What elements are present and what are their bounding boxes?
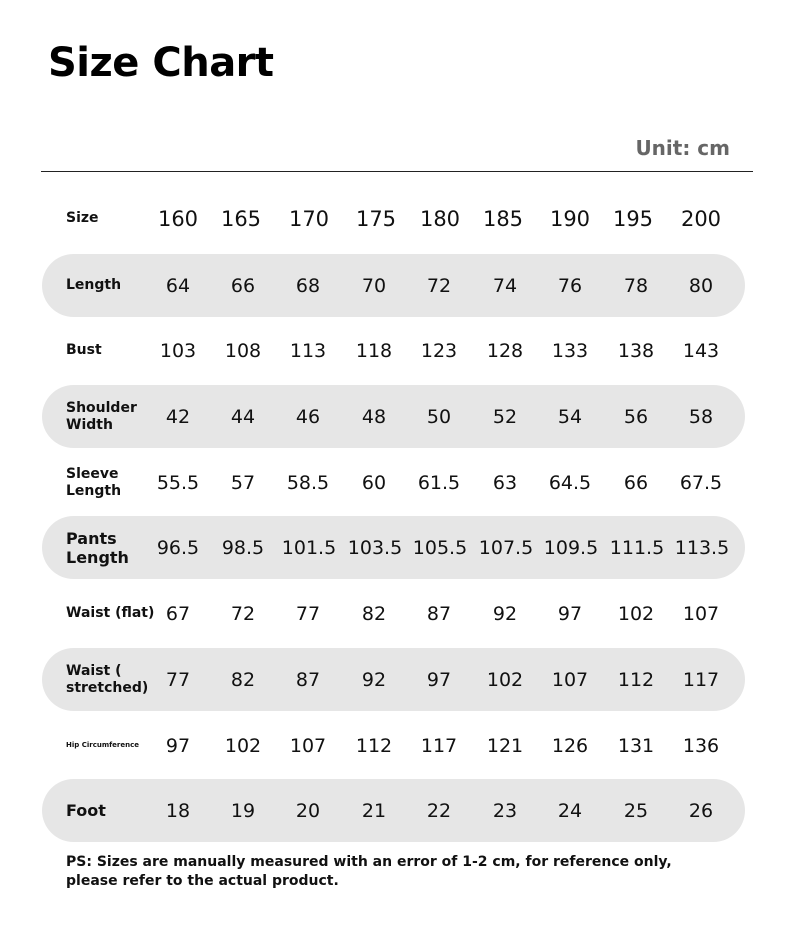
value-cell: 133: [551, 339, 589, 362]
value-cell: 102: [224, 734, 262, 757]
value-cell: 102: [486, 668, 524, 691]
size-cell: 185: [482, 206, 524, 231]
value-cell: 46: [295, 405, 321, 428]
value-cell: 55.5: [156, 471, 200, 494]
size-cell: 165: [220, 206, 262, 231]
value-cell: 126: [551, 734, 589, 757]
value-cell: 21: [361, 799, 387, 822]
value-cell: 22: [426, 799, 452, 822]
value-cell: 66: [623, 471, 649, 494]
value-cell: 66: [230, 274, 256, 297]
value-cell: 56: [623, 405, 649, 428]
size-cell: 200: [680, 206, 722, 231]
row-label: Sleeve Length: [66, 465, 122, 499]
value-cell: 97: [557, 602, 583, 625]
value-cell: 25: [623, 799, 649, 822]
value-cell: 74: [492, 274, 518, 297]
row-label: Length: [66, 277, 122, 293]
value-cell: 58: [688, 405, 714, 428]
value-cell: 82: [361, 602, 387, 625]
value-cell: 64.5: [548, 471, 592, 494]
row-label: Foot: [66, 801, 106, 820]
value-cell: 82: [230, 668, 256, 691]
value-cell: 92: [361, 668, 387, 691]
size-cell: 180: [419, 206, 461, 231]
value-cell: 70: [361, 274, 387, 297]
value-cell: 18: [165, 799, 191, 822]
value-cell: 57: [230, 471, 256, 494]
value-cell: 80: [688, 274, 714, 297]
value-cell: 102: [617, 602, 655, 625]
size-cell: 190: [549, 206, 591, 231]
table-row-length: [42, 254, 745, 317]
value-cell: 117: [682, 668, 720, 691]
row-label: Waist ( stretched): [66, 662, 149, 696]
row-label: Size: [66, 210, 99, 226]
value-cell: 78: [623, 274, 649, 297]
table-row-foot: [42, 779, 745, 842]
row-label: Pants Length: [66, 528, 129, 567]
value-cell: 23: [492, 799, 518, 822]
value-cell: 118: [355, 339, 393, 362]
value-cell: 54: [557, 405, 583, 428]
value-cell: 113.5: [674, 536, 730, 559]
value-cell: 123: [420, 339, 458, 362]
value-cell: 113: [289, 339, 327, 362]
value-cell: 63: [492, 471, 518, 494]
value-cell: 87: [295, 668, 321, 691]
value-cell: 107: [682, 602, 720, 625]
value-cell: 107: [551, 668, 589, 691]
value-cell: 108: [224, 339, 262, 362]
value-cell: 72: [426, 274, 452, 297]
value-cell: 112: [355, 734, 393, 757]
row-label: Bust: [66, 342, 102, 358]
unit-label: Unit: cm: [635, 136, 730, 160]
table-row-hip-circumference: [42, 714, 745, 777]
value-cell: 76: [557, 274, 583, 297]
value-cell: 92: [492, 602, 518, 625]
value-cell: 58.5: [286, 471, 330, 494]
table-row-bust: [42, 319, 745, 382]
value-cell: 67.5: [679, 471, 723, 494]
value-cell: 121: [486, 734, 524, 757]
row-label: Shoulder Width: [66, 399, 137, 433]
value-cell: 97: [165, 734, 191, 757]
value-cell: 109.5: [543, 536, 599, 559]
value-cell: 60: [361, 471, 387, 494]
value-cell: 103.5: [347, 536, 403, 559]
row-label: Hip Circumference: [66, 741, 139, 749]
table-row-waist-flat: [42, 582, 745, 645]
value-cell: 87: [426, 602, 452, 625]
value-cell: 52: [492, 405, 518, 428]
table-row-shoulder-width: [42, 385, 745, 448]
table-row-sleeve-length: [42, 451, 745, 514]
size-cell: 170: [288, 206, 330, 231]
value-cell: 77: [165, 668, 191, 691]
value-cell: 143: [682, 339, 720, 362]
value-cell: 107: [289, 734, 327, 757]
value-cell: 48: [361, 405, 387, 428]
value-cell: 131: [617, 734, 655, 757]
value-cell: 20: [295, 799, 321, 822]
value-cell: 128: [486, 339, 524, 362]
value-cell: 117: [420, 734, 458, 757]
value-cell: 19: [230, 799, 256, 822]
value-cell: 105.5: [412, 536, 468, 559]
size-cell: 160: [157, 206, 199, 231]
value-cell: 42: [165, 405, 191, 428]
value-cell: 103: [159, 339, 197, 362]
value-cell: 68: [295, 274, 321, 297]
value-cell: 72: [230, 602, 256, 625]
value-cell: 77: [295, 602, 321, 625]
value-cell: 96.5: [156, 536, 200, 559]
value-cell: 67: [165, 602, 191, 625]
value-cell: 107.5: [478, 536, 534, 559]
page-title: Size Chart: [48, 40, 274, 86]
value-cell: 26: [688, 799, 714, 822]
size-cell: 195: [612, 206, 654, 231]
value-cell: 112: [617, 668, 655, 691]
value-cell: 138: [617, 339, 655, 362]
value-cell: 64: [165, 274, 191, 297]
value-cell: 44: [230, 405, 256, 428]
value-cell: 111.5: [609, 536, 665, 559]
value-cell: 50: [426, 405, 452, 428]
value-cell: 101.5: [281, 536, 337, 559]
value-cell: 136: [682, 734, 720, 757]
value-cell: 98.5: [221, 536, 265, 559]
table-row-waist-stretched: [42, 648, 745, 711]
footnote: PS: Sizes are manually measured with an error of 1-2 cm, for reference only, please refer to the actual product.: [66, 854, 672, 889]
row-label: Waist (flat): [66, 605, 155, 621]
header-row: [42, 187, 745, 250]
value-cell: 61.5: [417, 471, 461, 494]
value-cell: 24: [557, 799, 583, 822]
size-cell: 175: [355, 206, 397, 231]
value-cell: 97: [426, 668, 452, 691]
table-row-pants-length: [42, 516, 745, 579]
